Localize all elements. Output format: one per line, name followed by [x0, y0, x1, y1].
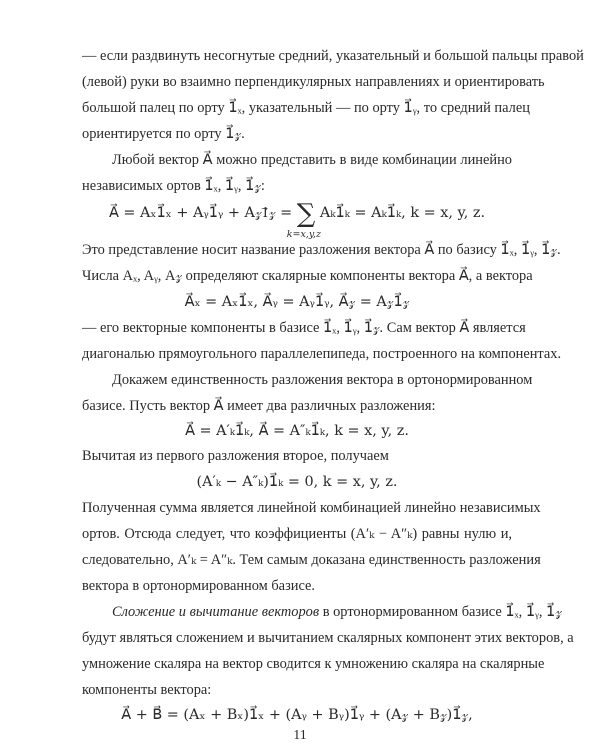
italic-term: Сложение и вычитание векторов [112, 604, 320, 620]
text-run: в ортонормированном базисе 1⃗ₓ, 1⃗ᵧ, 1⃗𝓏 [319, 604, 562, 620]
equation-difference: (A′ₖ − A″ₖ)1⃗ₖ = 0, k = x, y, z. [196, 474, 398, 490]
text-line: будут являться сложением и вычитанием скалярных компонент этих векторов, а [82, 630, 574, 646]
equation-two-decompositions: A⃗ = A′ₖ1⃗ₖ, A⃗ = A″ₖ1⃗ₖ, k = x, y, z. [185, 423, 409, 439]
text-line: — его векторные компоненты в базисе 1⃗ₓ, 1⃗ᵧ, 1⃗𝓏. Сам вектор A⃗ является [82, 320, 526, 336]
equation-left: A⃗ = Aₓ1⃗ₓ + Aᵧ1⃗ᵧ + A𝓏1⃗𝓏 = [108, 205, 293, 221]
text-line: диагональю прямоугольного параллелепипеда, построенного на компонентах. [82, 346, 562, 362]
text-line: базисе. Пусть вектор A⃗ имеет два различных разложения: [82, 398, 436, 414]
equation-decomposition [82, 199, 512, 240]
text-line: (левой) руки во взаимно перпендикулярных направлениях и ориентировать [82, 74, 545, 90]
text-line: большой палец по орту 1⃗ₓ, указательный — по орту 1⃗ᵧ, то средний палец [82, 100, 530, 116]
text-line: независимых ортов 1⃗ₓ, 1⃗ᵧ, 1⃗𝓏: [82, 178, 265, 194]
text-line: ориентируется по орту 1⃗𝓏. [82, 126, 245, 142]
text-line: умножение скаляра на вектор сводится к умножению скаляра на скалярные [82, 656, 545, 672]
text-line: Полученная сумма является линейной комбинацией линейно независимых [82, 500, 541, 516]
text-line: Числа Aₓ, Aᵧ, A𝓏 определяют скалярные компоненты вектора A⃗, а вектора [82, 268, 533, 284]
sum-symbol: ∑ [296, 199, 316, 229]
equation-vector-components: A⃗ₓ = Aₓ1⃗ₓ, A⃗ᵧ = Aᵧ1⃗ᵧ, A⃗𝓏 = A𝓏1⃗𝓏 [184, 294, 410, 310]
equation-right: Aₖ1⃗ₖ = Aₖ1⃗ₖ, k = x, y, z. [319, 205, 486, 221]
text-line: следовательно, A′ₖ = A″ₖ. Тем самым доказана единственность разложения [82, 552, 541, 568]
paragraph-first-line: Любой вектор A⃗ можно представить в виде комбинации линейно [112, 152, 512, 168]
paragraph-first-line [112, 602, 562, 622]
text-line: Это представление носит название разложения вектора A⃗ по базису 1⃗ₓ, 1⃗ᵧ, 1⃗𝓏. [82, 242, 561, 258]
text-line: ортов. Отсюда следует, что коэффициенты (A′ₖ − A″ₖ) равны нулю и, [82, 526, 512, 542]
text-line: вектора в ортонормированном базисе. [82, 578, 315, 594]
sum-limits: k=x,y,z [286, 229, 321, 240]
text-line: — если раздвинуть несогнутые средний, указательный и большой пальцы правой [82, 48, 584, 64]
page-number: 11 [293, 728, 307, 743]
sum-operator [286, 199, 321, 240]
paragraph-first-line: Докажем единственность разложения вектора в ортонормированном [112, 372, 533, 388]
text-line: Вычитая из первого разложения второе, получаем [82, 448, 389, 464]
equation-vector-sum: A⃗ + B⃗ = (Aₓ + Bₓ)1⃗ₓ + (Aᵧ + Bᵧ)1⃗ᵧ + (A𝓏 + B𝓏)1⃗𝓏, [121, 707, 473, 723]
text-line: компоненты вектора: [82, 682, 212, 698]
